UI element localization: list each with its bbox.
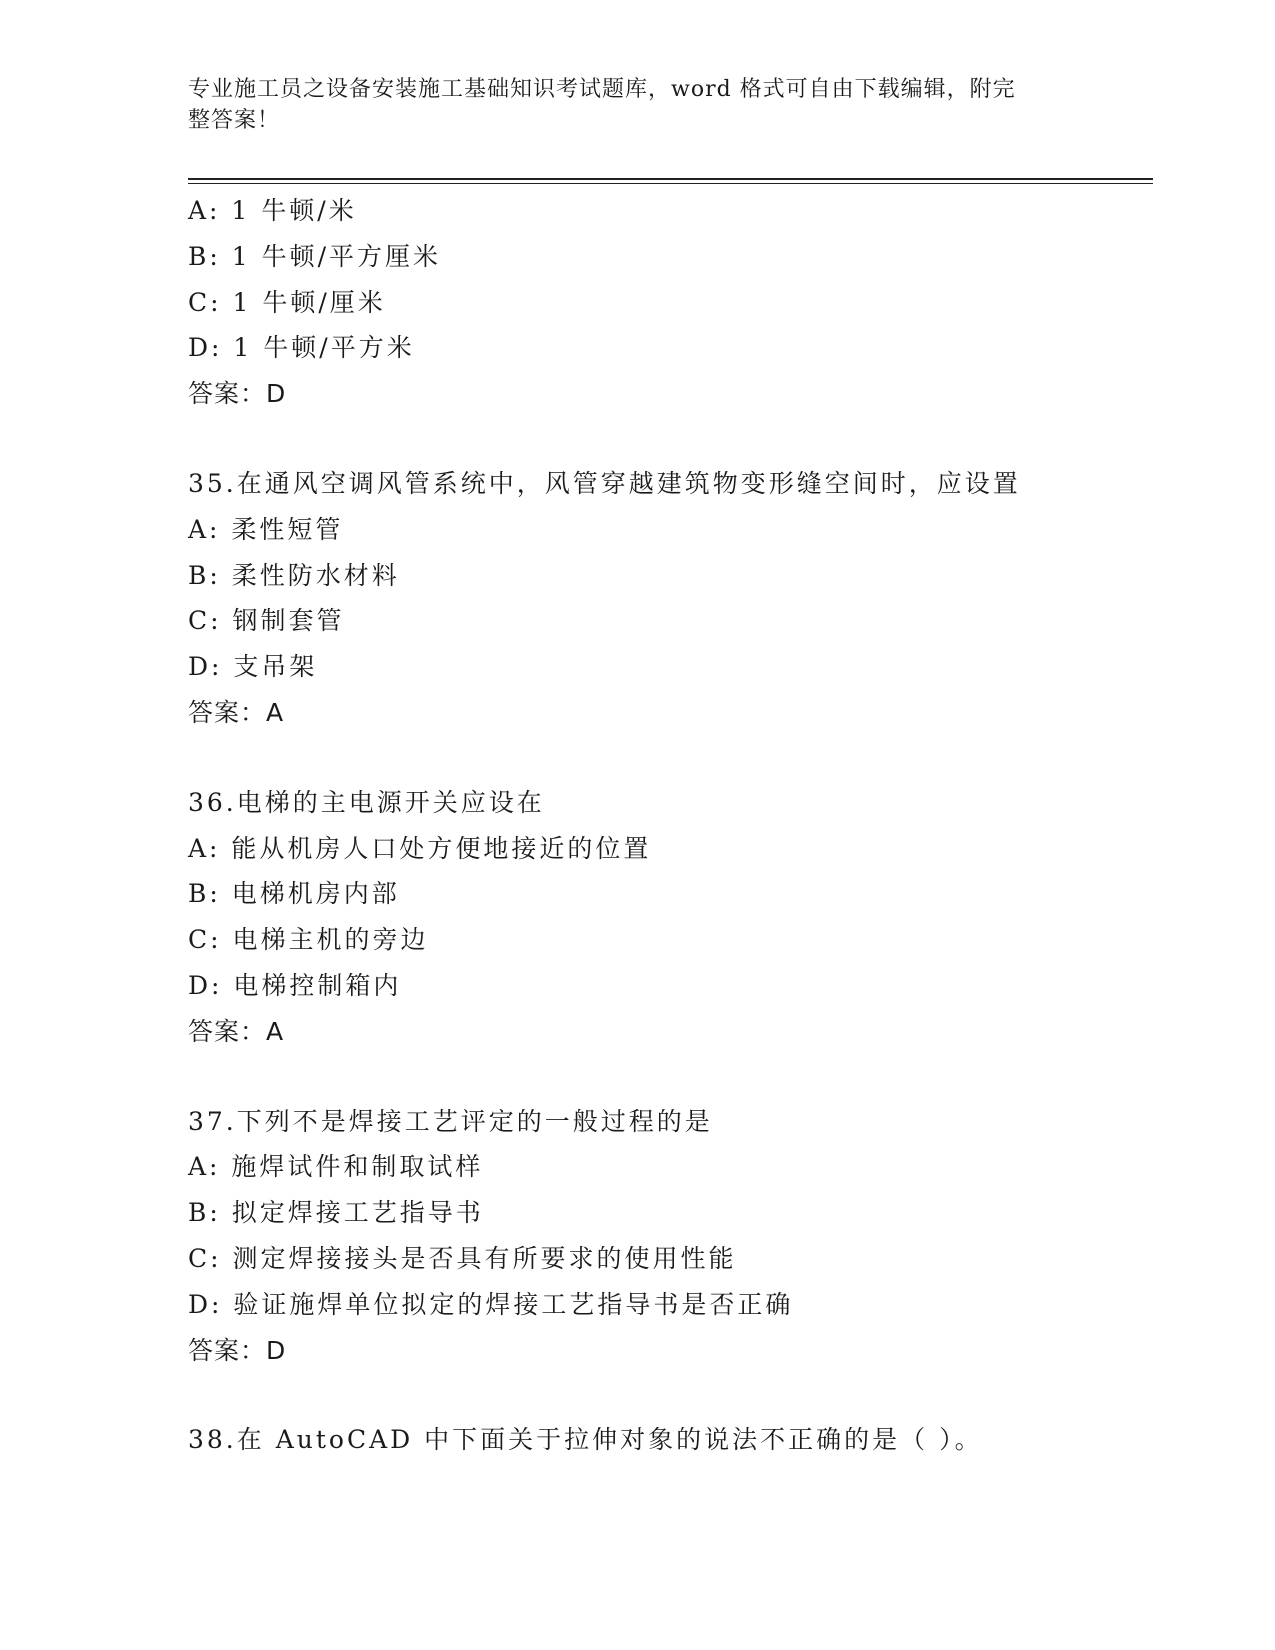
option-b: B: 拟定焊接工艺指导书 bbox=[188, 1198, 484, 1228]
option-c: C: 测定焊接接头是否具有所要求的使用性能 bbox=[188, 1243, 737, 1273]
option-d: D: 支吊架 bbox=[188, 652, 318, 682]
option-a: A: 柔性短管 bbox=[188, 514, 344, 544]
option-c: C: 钢制套管 bbox=[188, 606, 345, 636]
header-line-1: 专业施工员之设备安装施工基础知识考试题库，word 格式可自由下载编辑，附完 bbox=[188, 77, 1016, 102]
answer-line: 答案：D bbox=[188, 379, 287, 409]
answer-line: 答案：D bbox=[188, 1335, 287, 1365]
option-b: B: 柔性防水材料 bbox=[188, 560, 400, 590]
spacer bbox=[188, 417, 1148, 461]
answer-line: 答案：A bbox=[188, 697, 285, 727]
option-b: B: 电梯机房内部 bbox=[188, 879, 400, 909]
spacer bbox=[188, 1055, 1148, 1099]
spacer bbox=[188, 736, 1148, 780]
option-d: D: 验证施焊单位拟定的焊接工艺指导书是否正确 bbox=[188, 1289, 794, 1319]
question-block-35 bbox=[188, 461, 1148, 736]
question-text: 38.在 AutoCAD 中下面关于拉伸对象的说法不正确的是（ ）。 bbox=[188, 1425, 983, 1455]
header-line-2: 整答案！ bbox=[188, 108, 281, 133]
question-text: 35.在通风空调风管系统中，风管穿越建筑物变形缝空间时，应设置 bbox=[188, 468, 1021, 498]
question-block-38 bbox=[188, 1417, 1148, 1463]
page-header bbox=[188, 74, 1078, 136]
option-d: D: 1 牛顿/平方米 bbox=[188, 333, 415, 363]
option-c: C: 电梯主机的旁边 bbox=[188, 925, 429, 955]
header-divider bbox=[188, 178, 1153, 184]
question-block-36 bbox=[188, 780, 1148, 1055]
question-block-37 bbox=[188, 1099, 1148, 1374]
question-text: 36.电梯的主电源开关应设在 bbox=[188, 787, 545, 817]
answer-line: 答案：A bbox=[188, 1016, 285, 1046]
question-text: 37.下列不是焊接工艺评定的一般过程的是 bbox=[188, 1106, 713, 1136]
option-c: C: 1 牛顿/厘米 bbox=[188, 287, 386, 317]
spacer bbox=[188, 1373, 1148, 1417]
option-b: B: 1 牛顿/平方厘米 bbox=[188, 241, 442, 271]
question-block-34 bbox=[188, 188, 1148, 417]
option-a: A: 能从机房人口处方便地接近的位置 bbox=[188, 833, 652, 863]
option-a: A: 施焊试件和制取试样 bbox=[188, 1152, 484, 1182]
question-list bbox=[188, 188, 1148, 1463]
option-d: D: 电梯控制箱内 bbox=[188, 970, 402, 1000]
option-a: A: 1 牛顿/米 bbox=[188, 196, 357, 225]
